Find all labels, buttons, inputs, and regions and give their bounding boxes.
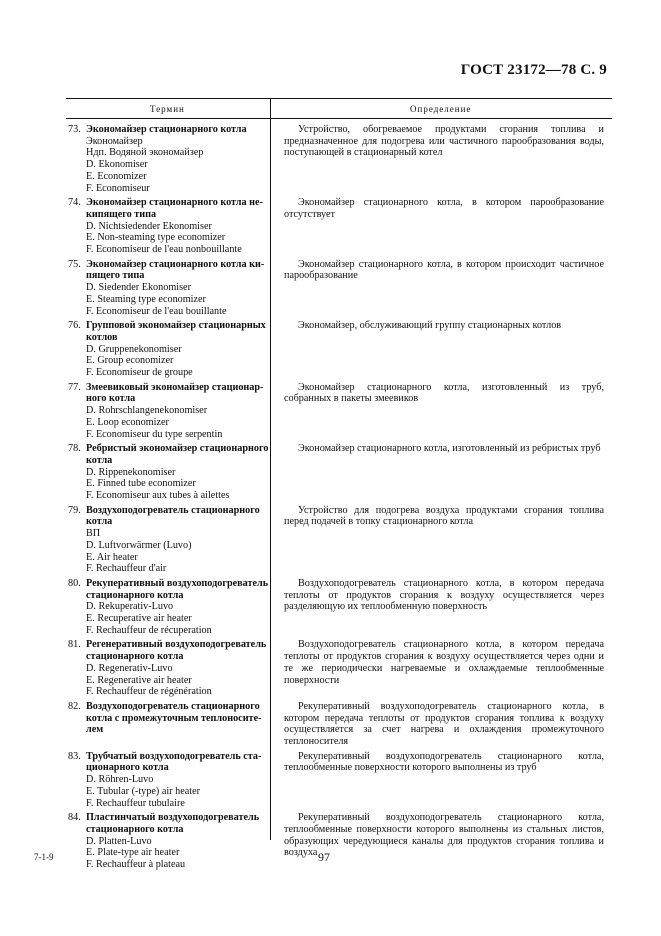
term-name: кипящего типа xyxy=(86,208,157,220)
term-name: ционарного котла xyxy=(86,762,169,774)
term-translation: E. Economizer xyxy=(86,170,147,182)
definition-text: Воздухоподогреватель стационарного котла, в котором передача теплоты от продуктов сгорания к воздуху осуществляется через разделяющую их теплообменную поверхность xyxy=(284,577,604,613)
term-synonym: Ндп. Водяной экономайзер xyxy=(86,147,204,159)
definition-text: Воздухоподогреватель стационарного котла, в котором передача теплоты от продуктов сгорания к воздуху осуществляется через одни и те же периодически нагреваемые и охлаждаемые теплообменные поверхности xyxy=(284,639,604,686)
term-name: Экономайзер стационарного котла не- xyxy=(86,197,263,209)
term-entry xyxy=(68,812,268,871)
term-name: Рекуперативный воздухоподогреватель xyxy=(86,577,269,589)
term-translation: F. Rechauffeur d'air xyxy=(86,563,167,575)
term-entry xyxy=(68,639,268,698)
term-translation: E. Regenerative air heater xyxy=(86,674,192,686)
term-synonym: Экономайзер xyxy=(86,135,143,147)
definition-text: Устройство, обогреваемое продуктами сгорания топлива и предназначенное для подогрева или частичного парообразования воды, поступающей в стационарный котел xyxy=(284,124,604,159)
term-translation: D. Röhren-Luvo xyxy=(86,774,154,786)
term-number: 73. xyxy=(68,124,81,135)
term-name: Пластинчатый воздухоподогреватель xyxy=(86,812,260,824)
term-translation: E. Air heater xyxy=(86,551,138,563)
term-translation: F. Rechauffeur de régénération xyxy=(86,686,212,698)
term-name: котлов xyxy=(86,331,118,343)
term-translation: D. Rekuperativ-Luvo xyxy=(86,601,174,613)
term-name: котла xyxy=(86,516,113,528)
term-name: Регенеративный воздухоподогреватель xyxy=(86,639,267,651)
term-name: Воздухоподогреватель стационарного xyxy=(86,504,260,516)
term-entry xyxy=(68,320,268,379)
term-translation: F. Rechauffeur à plateau xyxy=(86,859,186,870)
footer-code: 7-1-9 xyxy=(34,852,54,862)
column-header-term: Термин xyxy=(150,104,185,114)
page-number: 97 xyxy=(318,850,330,864)
term-synonym: ВП xyxy=(86,528,101,540)
term-translation: E. Loop economizer xyxy=(86,416,169,428)
definition-text: Экономайзер стационарного котла, изготовленный из ребристых труб xyxy=(298,443,601,455)
term-translation: E. Finned tube economizer xyxy=(86,478,196,490)
term-translation: D. Siedender Ekonomiser xyxy=(86,282,191,294)
term-name: Групповой экономайзер стационарных xyxy=(86,320,266,332)
definition-text: Рекуперативный воздухоподогреватель стационарного котла, в котором передача теплоты от продуктов сгорания топлива к воздуху осуществляется за счет нагрева и охлаждения промежуточного теплоносителя xyxy=(284,700,604,747)
definition-text: Устройство для подогрева воздуха продуктами сгорания топлива перед подачей в топку стационарного котла xyxy=(284,504,604,528)
term-entry xyxy=(68,124,268,194)
definition-text: Экономайзер, обслуживающий группу стационарных котлов xyxy=(298,320,562,332)
term-name: ного котла xyxy=(86,393,136,405)
term-translation: F. Economiseur xyxy=(86,182,150,194)
term-name: стационарного котла xyxy=(86,823,184,835)
term-translation: E. Non-steaming type economizer xyxy=(86,232,226,244)
term-entry xyxy=(68,382,268,441)
term-number: 84. xyxy=(68,812,81,824)
term-number: 75. xyxy=(68,258,81,270)
term-name: стационарного котла xyxy=(86,651,184,663)
term-number: 80. xyxy=(68,577,81,589)
term-entry xyxy=(68,701,268,736)
term-entry xyxy=(68,197,268,256)
term-entry xyxy=(68,505,268,575)
term-name: лем xyxy=(86,724,104,736)
term-name: Воздухоподогреватель стационарного xyxy=(86,700,260,712)
term-translation: E. Group economizer xyxy=(86,355,174,367)
term-translation: F. Economiseur de groupe xyxy=(86,367,193,378)
definition-text: Рекуперативный воздухоподогреватель стационарного котла, теплообменные поверхности которого выполнены из труб xyxy=(284,750,604,774)
term-number: 78. xyxy=(68,443,81,455)
term-translation: E. Recuperative air heater xyxy=(86,613,192,624)
term-number: 76. xyxy=(68,320,81,332)
term-number: 81. xyxy=(68,639,81,651)
term-translation: D. Rohrschlangenekonomiser xyxy=(86,405,208,417)
column-header-definition: Определение xyxy=(410,104,472,114)
term-translation: D. Luftvorwärmer (Luvo) xyxy=(86,539,192,551)
term-translation: F. Economiseur de l'eau bouillante xyxy=(86,305,227,317)
term-name: Трубчатый воздухоподогреватель ста- xyxy=(86,750,262,762)
term-translation: F. Economiseur de l'eau nonbouillante xyxy=(86,244,242,255)
term-entry xyxy=(68,578,268,637)
term-translation: F. Rechauffeur de récuperation xyxy=(86,624,212,636)
definition-text: Рекуперативный воздухоподогреватель стационарного котла, теплообменные поверхности которого выполнены из стальных листов, образующих чередующиеся каналы для продуктов сгорания топлива и воздуха xyxy=(284,812,604,859)
header-column-divider xyxy=(270,98,271,118)
term-translation: D. Gruppenekonomiser xyxy=(86,343,182,355)
term-translation: D. Nichtsiedender Ekonomiser xyxy=(86,220,212,232)
term-entry xyxy=(68,443,268,502)
term-name: стационарного котла xyxy=(86,589,184,601)
term-translation: D. Ekonomiser xyxy=(86,159,148,171)
term-name: Змеевиковый экономайзер стационар- xyxy=(86,381,264,393)
term-number: 74. xyxy=(68,197,81,209)
term-name: Экономайзер стационарного котла ки- xyxy=(86,258,265,270)
page-header: ГОСТ 23172—78 С. 9 xyxy=(460,62,607,78)
term-number: 83. xyxy=(68,750,81,762)
term-name: котла xyxy=(86,454,113,466)
term-translation: E. Steaming type economizer xyxy=(86,293,206,305)
term-translation: E. Tubular (-type) air heater xyxy=(86,785,201,797)
table-header-rule xyxy=(66,118,612,119)
term-number: 82. xyxy=(68,700,81,712)
definition-text: Экономайзер стационарного котла, в котором парообразование отсутствует xyxy=(284,197,604,220)
term-entry xyxy=(68,751,268,810)
term-name: пящего типа xyxy=(86,270,145,282)
term-number: 77. xyxy=(68,381,81,393)
term-entry xyxy=(68,259,268,318)
term-translation: D. Rippenekonomiser xyxy=(86,466,176,478)
term-translation: F. Rechauffeur tubulaire xyxy=(86,797,185,809)
term-translation: D. Regenerativ-Luvo xyxy=(86,662,173,674)
term-translation: E. Plate-type air heater xyxy=(86,847,180,859)
definition-text: Экономайзер стационарного котла, изготовленный из труб, собранных в пакеты змеевиков xyxy=(284,381,604,405)
definition-text: Экономайзер стационарного котла, в котором происходит частичное парообразование xyxy=(284,258,604,282)
term-name: котла с промежуточным теплоносите- xyxy=(86,712,262,724)
table-top-rule xyxy=(66,98,612,99)
term-translation: F. Economiseur du type serpentin xyxy=(86,428,223,440)
term-translation: D. Platten-Luvo xyxy=(86,835,152,847)
column-divider xyxy=(270,118,271,840)
term-number: 79. xyxy=(68,504,81,516)
term-name: Экономайзер стационарного котла xyxy=(86,124,247,135)
term-translation: F. Economiseur aux tubes à ailettes xyxy=(86,490,230,501)
term-name: Ребристый экономайзер стационарного xyxy=(86,443,269,455)
